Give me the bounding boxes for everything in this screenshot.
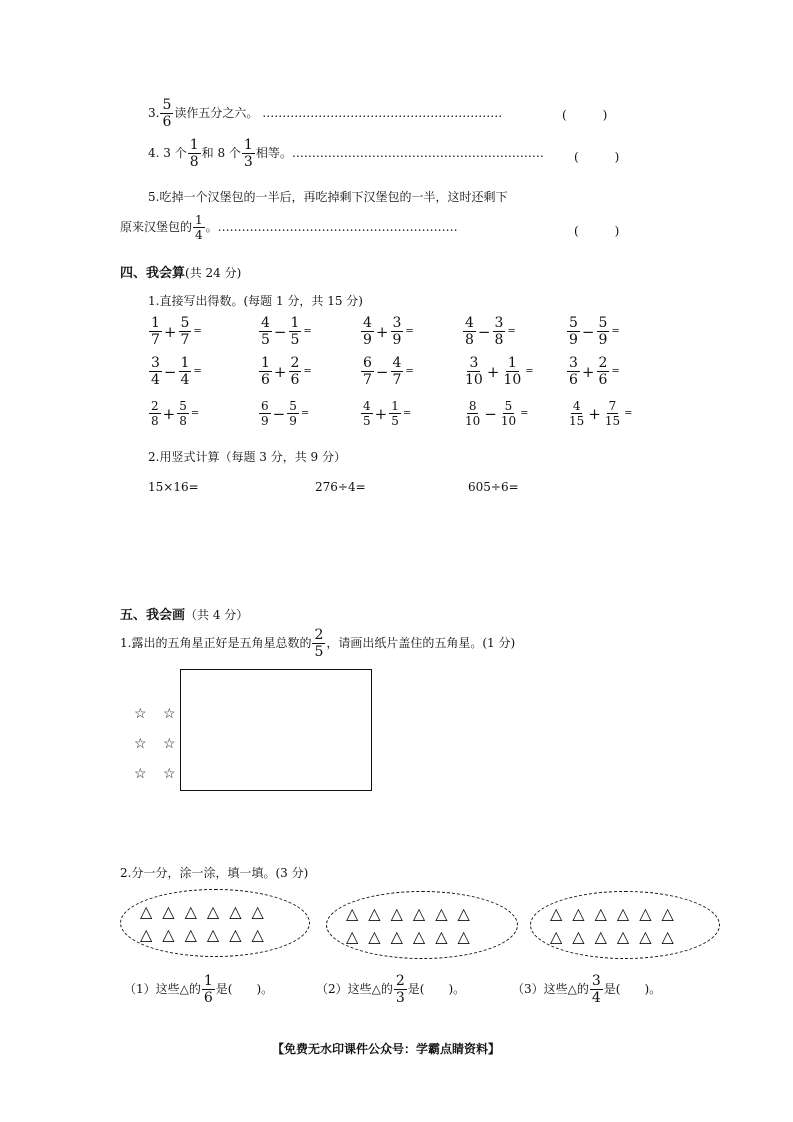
fraction (391, 316, 404, 347)
denominator: 4 (591, 990, 601, 1006)
operator: + (374, 404, 388, 423)
numerator: 1 (243, 137, 253, 153)
fraction (463, 400, 482, 427)
equals-sign[interactable]: = (303, 326, 312, 337)
equals-sign[interactable]: = (525, 366, 534, 377)
numerator: 5 (162, 97, 172, 113)
item-text: 相等。 (255, 146, 292, 160)
equals-sign[interactable]: = (611, 366, 620, 377)
fraction (149, 400, 161, 427)
paper-cover-box[interactable] (180, 669, 372, 791)
fraction (259, 316, 272, 347)
leader-dots: …………………………………………………… (217, 220, 458, 234)
denominator: 7 (392, 372, 402, 388)
operator: − (484, 404, 497, 423)
numerator: 3 (469, 355, 479, 371)
stars-row: ☆ ☆ (134, 706, 182, 722)
fraction (289, 356, 302, 387)
numerator: 1 (290, 315, 300, 331)
triangle-group-1[interactable] (120, 889, 310, 957)
fraction (361, 400, 373, 427)
operator: − (375, 362, 389, 381)
section-title: 五、我会画 (120, 608, 186, 623)
stars-row: ☆ ☆ (134, 766, 182, 782)
triangle-row: △△△△△△ (346, 904, 480, 923)
denominator: 9 (569, 332, 578, 348)
answer-text: （1）这些△的 (124, 982, 201, 996)
denominator: 3 (395, 990, 405, 1006)
operator: + (375, 322, 389, 341)
fraction (259, 356, 272, 387)
numerator: 5 (179, 399, 187, 413)
calc-item (360, 316, 414, 347)
equals-sign[interactable]: = (193, 326, 202, 337)
triangle-row: △△△△△△ (550, 904, 684, 923)
calc-item (566, 400, 633, 427)
denominator: 5 (363, 414, 371, 428)
equals-sign[interactable]: = (507, 326, 516, 337)
denominator: 9 (598, 332, 608, 348)
footer-note: 【免费无水印课件公众号：学霸点睛资料】 (272, 1042, 501, 1056)
fraction (242, 138, 255, 169)
numerator: 1 (261, 355, 270, 371)
fraction (259, 400, 271, 427)
section-4-heading (120, 262, 241, 281)
equals-sign[interactable]: = (303, 366, 312, 377)
answer-paren[interactable]: ( ) (562, 108, 608, 122)
fraction (499, 400, 518, 427)
stars-row: ☆ ☆ (134, 736, 182, 752)
numerator: 2 (151, 399, 159, 413)
fraction (391, 356, 404, 387)
fraction (361, 356, 374, 387)
question-text: ，请画出纸片盖住的五角星。(1 分) (326, 636, 516, 650)
denominator: 9 (363, 332, 372, 348)
triangle-row: △△△△△△ (140, 902, 274, 921)
numerator: 1 (189, 137, 199, 153)
equals-sign[interactable]: = (300, 408, 310, 419)
numerator: 4 (363, 399, 371, 413)
operator: + (273, 362, 287, 381)
denominator: 9 (289, 414, 297, 428)
answer-blank[interactable]: 是( )。 (407, 982, 466, 996)
numerator: 3 (494, 315, 504, 331)
fraction (389, 400, 401, 427)
operator: + (162, 404, 176, 423)
numerator: 6 (363, 355, 372, 371)
calc-item (148, 316, 202, 347)
answer-text: （2）这些△的 (316, 982, 393, 996)
denominator: 15 (569, 414, 585, 428)
equals-sign[interactable]: = (190, 408, 200, 419)
denominator: 15 (604, 414, 621, 428)
vertical-calc-2: 276÷4= (315, 480, 366, 494)
question-text: 1.露出的五角星正好是五角星总数的 (120, 636, 312, 650)
numerator: 6 (261, 399, 269, 413)
item-text: 原来汉堡包的 (120, 220, 193, 234)
fraction (501, 356, 523, 387)
item-text: 和 8 个 (201, 146, 241, 160)
numerator: 5 (180, 315, 190, 331)
answer-text: （3）这些△的 (512, 982, 589, 996)
calc-item (462, 316, 516, 347)
denominator: 6 (598, 372, 608, 388)
numerator: 4 (363, 315, 372, 331)
operator: + (588, 404, 601, 423)
section-points: (共 24 分) (185, 266, 242, 280)
operator: − (477, 322, 491, 341)
fraction (188, 138, 201, 169)
fraction (603, 400, 622, 427)
answer-paren[interactable]: ( ) (574, 150, 620, 164)
fraction (202, 974, 215, 1005)
denominator: 9 (392, 332, 402, 348)
denominator: 5 (290, 332, 300, 348)
denominator: 7 (151, 332, 160, 348)
question-title: 2.用竖式计算（每题 3 分，共 9 分） (148, 450, 346, 464)
denominator: 5 (261, 332, 270, 348)
numerator: 4 (392, 355, 402, 371)
fraction (179, 316, 192, 347)
calc-item (258, 356, 312, 387)
numerator: 2 (290, 355, 300, 371)
numerator: 7 (608, 399, 617, 413)
numerator: 3 (151, 355, 160, 371)
denominator: 8 (465, 332, 474, 348)
numerator: 2 (598, 355, 608, 371)
leader-dots: …………………………………………………… (262, 106, 503, 120)
numerator: 3 (392, 315, 402, 331)
judge-item-5-line1: 5.吃掉一个汉堡包的一半后，再吃掉剩下汉堡包的一半，这时还剩下 (148, 190, 508, 204)
equals-sign[interactable]: = (611, 326, 620, 337)
numerator: 1 (507, 355, 517, 371)
calc-item (566, 356, 620, 387)
fill-answer-1 (124, 974, 273, 1005)
numerator: 8 (468, 399, 477, 413)
leader-dots: ……………………………………………………… (291, 146, 544, 160)
numerator: 1 (195, 213, 203, 227)
equals-sign[interactable]: = (405, 326, 414, 337)
numerator: 1 (203, 973, 213, 989)
question-title: 1.直接写出得数。(每题 1 分，共 15 分) (148, 294, 363, 308)
fraction (567, 400, 586, 427)
denominator: 6 (290, 372, 300, 388)
answer-blank[interactable]: 是( )。 (215, 982, 274, 996)
calc-item (462, 400, 529, 427)
equals-sign[interactable]: = (520, 408, 529, 419)
operator: + (486, 362, 500, 381)
fraction (361, 316, 374, 347)
denominator: 6 (261, 372, 270, 388)
denominator: 4 (195, 228, 203, 242)
denominator: 5 (391, 414, 399, 428)
denominator: 4 (151, 372, 160, 388)
operator: + (581, 362, 595, 381)
vertical-calc-3: 605÷6= (468, 480, 519, 494)
triangle-group-2[interactable] (326, 891, 518, 959)
equals-sign[interactable]: = (405, 366, 414, 377)
equals-sign[interactable]: = (402, 408, 412, 419)
denominator: 10 (465, 372, 483, 388)
fraction (287, 400, 299, 427)
draw-question-1 (120, 628, 515, 659)
denominator: 10 (503, 372, 522, 388)
numerator: 4 (465, 315, 474, 331)
calc-item (148, 356, 202, 387)
equals-sign[interactable]: = (624, 408, 633, 419)
operator: − (273, 322, 287, 341)
triangle-group-3[interactable] (530, 891, 720, 959)
vertical-calc-1: 15×16= (148, 480, 199, 494)
operator: − (163, 362, 177, 381)
denominator: 8 (494, 332, 504, 348)
question-title: 2.分一分，涂一涂，填一填。(3 分) (120, 866, 309, 880)
fraction (149, 356, 162, 387)
fraction (567, 356, 580, 387)
fraction (177, 400, 189, 427)
numerator: 5 (598, 315, 608, 331)
fraction (289, 316, 302, 347)
fraction (597, 356, 610, 387)
section-5-heading (120, 604, 248, 623)
denominator: 8 (179, 414, 187, 428)
fraction (193, 214, 205, 241)
numerator: 1 (391, 399, 399, 413)
calc-item (258, 400, 309, 427)
denominator: 6 (162, 114, 172, 130)
denominator: 10 (500, 414, 517, 428)
numerator: 3 (591, 973, 601, 989)
numerator: 4 (261, 315, 270, 331)
operator: − (581, 322, 595, 341)
denominator: 10 (465, 414, 481, 428)
denominator: 3 (243, 154, 253, 170)
item-text: 4. 3 个 (148, 146, 187, 160)
numerator: 4 (572, 399, 581, 413)
judge-item-3 (148, 98, 502, 129)
fraction (567, 316, 580, 347)
fraction (149, 316, 162, 347)
fraction (160, 98, 173, 129)
numerator: 2 (395, 973, 405, 989)
fraction (312, 628, 325, 659)
denominator: 7 (180, 332, 190, 348)
denominator: 7 (363, 372, 372, 388)
calc-item (360, 400, 411, 427)
operator: − (272, 404, 286, 423)
fill-answer-3 (512, 974, 661, 1005)
numerator: 5 (289, 399, 297, 413)
numerator: 3 (569, 355, 578, 371)
numerator: 2 (314, 627, 324, 643)
numerator: 1 (151, 315, 160, 331)
triangle-row: △△△△△△ (550, 927, 684, 946)
denominator: 6 (569, 372, 578, 388)
denominator: 5 (314, 644, 324, 660)
calc-item (148, 400, 199, 427)
fraction (179, 356, 192, 387)
fraction (463, 316, 476, 347)
answer-blank[interactable]: 是( )。 (603, 982, 662, 996)
item-text: 读作五分之六。 (174, 106, 259, 120)
calc-item (462, 356, 534, 387)
answer-paren[interactable]: ( ) (574, 224, 620, 238)
fraction (590, 974, 603, 1005)
fraction (394, 974, 407, 1005)
operator: + (163, 322, 177, 341)
fill-answer-2 (316, 974, 465, 1005)
fraction (597, 316, 610, 347)
denominator: 8 (189, 154, 199, 170)
numerator: 5 (504, 399, 513, 413)
denominator: 9 (261, 414, 269, 428)
judge-item-5-line2 (120, 214, 458, 241)
numerator: 5 (569, 315, 578, 331)
denominator: 4 (180, 372, 190, 388)
calc-item (566, 316, 620, 347)
triangle-row: △△△△△△ (140, 925, 274, 944)
triangle-row: △△△△△△ (346, 927, 480, 946)
denominator: 6 (203, 990, 213, 1006)
denominator: 8 (151, 414, 159, 428)
item-text: 。 (205, 220, 218, 234)
equals-sign[interactable]: = (193, 366, 202, 377)
calc-item (360, 356, 414, 387)
section-points: （共 4 分） (185, 608, 249, 622)
item-number: 3. (148, 106, 160, 120)
section-title: 四、我会算 (120, 266, 186, 281)
judge-item-4 (148, 138, 544, 169)
numerator: 1 (180, 355, 190, 371)
calc-item (258, 316, 312, 347)
fraction (493, 316, 506, 347)
fraction (463, 356, 485, 387)
